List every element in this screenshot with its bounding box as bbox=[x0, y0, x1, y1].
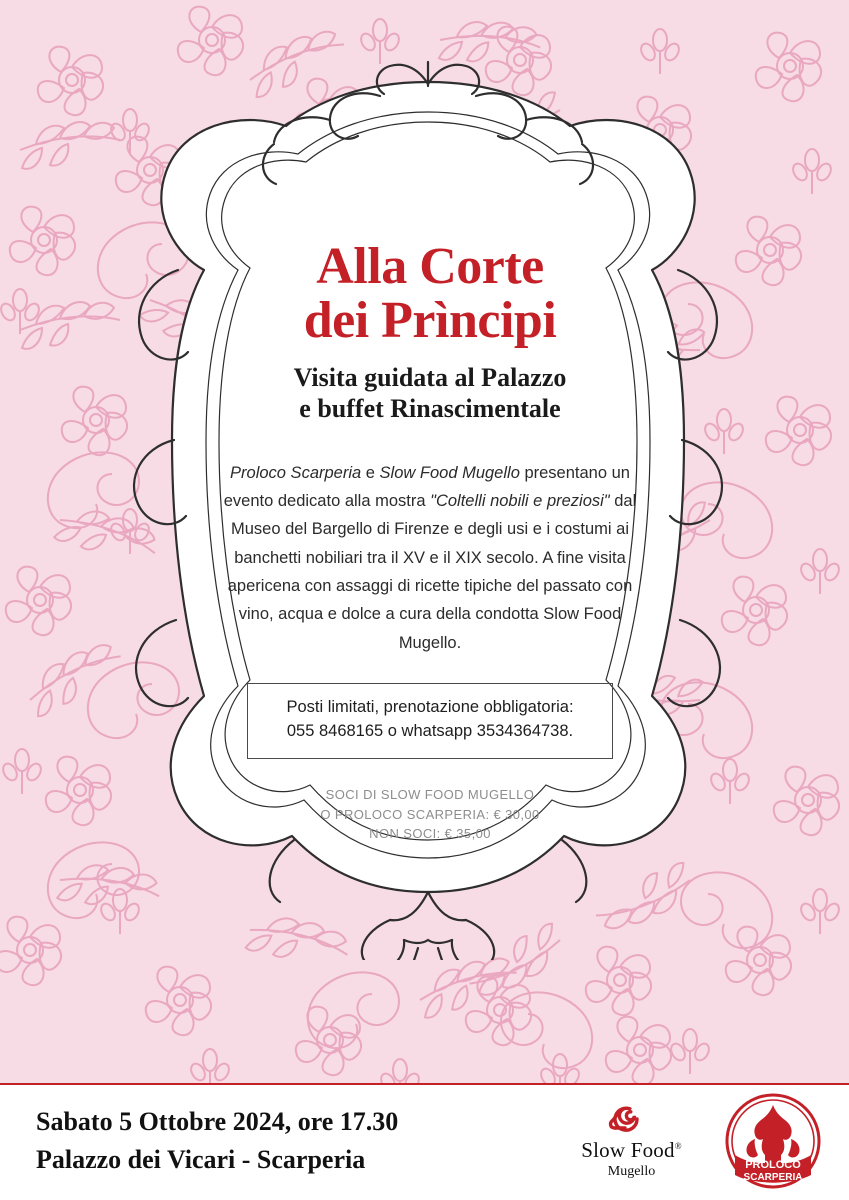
subtitle-line-1: Visita guidata al Palazzo bbox=[293, 363, 567, 393]
proloco-scarperia-logo bbox=[725, 1093, 821, 1189]
slow-food-chapter: Mugello bbox=[607, 1164, 656, 1179]
description-part-2: dal Museo del Bargello di Firenze e degli usi e i costumi ai banchetti nobiliari tra il XV e il XIX secolo. A fine visita apericena con assaggi di ricette tipiche del passato con vino, acqua e dolce a cura della condotta Slow Food Mugello. bbox=[227, 491, 637, 652]
event-description bbox=[220, 459, 640, 658]
title-line-2: dei Prìncipi bbox=[303, 292, 557, 350]
organizer-proloco: Proloco Scarperia bbox=[230, 463, 362, 482]
description-part-1: presentano un evento dedicato alla mostra bbox=[223, 463, 630, 510]
snail-icon bbox=[607, 1102, 657, 1136]
price-line-2: O PROLOCO SCARPERIA: € 30,00 bbox=[320, 806, 540, 822]
exhibition-title: "Coltelli nobili e preziosi" bbox=[430, 491, 610, 510]
booking-info-box bbox=[247, 683, 613, 759]
slow-food-name bbox=[564, 1138, 699, 1163]
booking-phone[interactable]: 055 8468165 o whatsapp 3534364738. bbox=[286, 722, 574, 741]
page-subtitle bbox=[205, 362, 655, 424]
booking-notice: Posti limitati, prenotazione obbligatoria: bbox=[286, 698, 574, 717]
event-venue: Palazzo dei Vicari - Scarperia bbox=[36, 1144, 366, 1174]
event-date-time: Sabato 5 Ottobre 2024, ore 17.30 bbox=[36, 1107, 399, 1136]
poster-footer bbox=[0, 1083, 849, 1200]
event-details bbox=[36, 1103, 398, 1178]
subtitle-line-2: e buffet Rinascimentale bbox=[299, 394, 561, 424]
slow-food-wordmark: Slow Food bbox=[581, 1138, 675, 1162]
proloco-banner-line-2: SCARPERIA bbox=[743, 1172, 803, 1183]
sponsor-logos bbox=[564, 1093, 821, 1189]
proloco-seal-icon bbox=[725, 1093, 821, 1189]
page-title bbox=[205, 240, 655, 348]
registered-mark: ® bbox=[674, 1141, 682, 1151]
price-line-3: NON SOCI: € 35,00 bbox=[369, 826, 491, 841]
title-line-1: Alla Corte bbox=[316, 238, 544, 295]
description-connector: e bbox=[361, 463, 380, 482]
price-list bbox=[205, 785, 655, 844]
slow-food-logo bbox=[564, 1102, 699, 1180]
organizer-slowfood: Slow Food Mugello bbox=[379, 463, 520, 482]
proloco-banner-line-1: PROLOCO bbox=[745, 1159, 801, 1171]
price-line-1: SOCI DI SLOW FOOD MUGELLO bbox=[325, 787, 535, 802]
poster-content bbox=[205, 240, 655, 844]
